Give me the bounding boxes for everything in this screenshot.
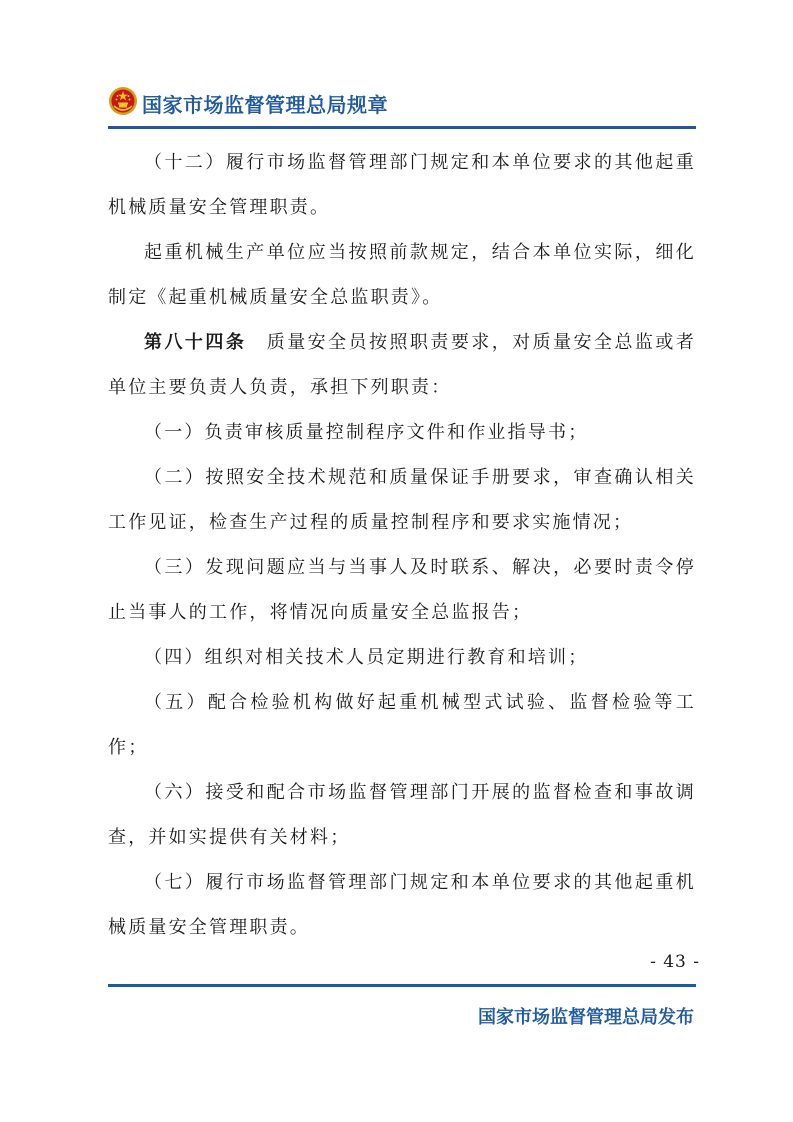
paragraph: （三）发现问题应当与当事人及时联系、解决，必要时责令停止当事人的工作，将情况向质量安全总监报告； bbox=[108, 557, 696, 623]
footer-divider bbox=[108, 984, 696, 987]
document-body bbox=[108, 140, 696, 950]
article-paragraph bbox=[108, 320, 696, 410]
header-divider bbox=[108, 126, 696, 129]
paragraph: （六）接受和配合市场监督管理部门开展的监督检查和事故调查，并如实提供有关材料； bbox=[108, 782, 696, 848]
paragraph: （五）配合检验机构做好起重机械型式试验、监督检验等工作； bbox=[108, 692, 696, 758]
footer-publisher: 国家市场监督管理总局发布 bbox=[478, 1007, 694, 1028]
paragraph: （十二）履行市场监督管理部门规定和本单位要求的其他起重机械质量安全管理职责。 bbox=[108, 152, 696, 218]
page-number: - 43 - bbox=[650, 952, 700, 972]
article-text: 质量安全员按照职责要求，对质量安全总监或者单位主要负责人负责，承担下列职责： bbox=[108, 332, 697, 398]
header-title: 国家市场监督管理总局规章 bbox=[142, 93, 388, 117]
paragraph: （七）履行市场监督管理部门规定和本单位要求的其他起重机械质量安全管理职责。 bbox=[108, 872, 696, 938]
article-number: 第八十四条 bbox=[144, 332, 247, 353]
paragraph: 起重机械生产单位应当按照前款规定，结合本单位实际，细化制定《起重机械质量安全总监职责》。 bbox=[108, 242, 696, 308]
paragraph: （二）按照安全技术规范和质量保证手册要求，审查确认相关工作见证，检查生产过程的质量控制程序和要求实施情况； bbox=[108, 467, 696, 533]
paragraph: （一）负责审核质量控制程序文件和作业指导书； bbox=[144, 422, 589, 443]
paragraph: （四）组织对相关技术人员定期进行教育和培训； bbox=[144, 647, 589, 668]
national-emblem-icon bbox=[108, 86, 138, 116]
page-header bbox=[108, 84, 696, 124]
